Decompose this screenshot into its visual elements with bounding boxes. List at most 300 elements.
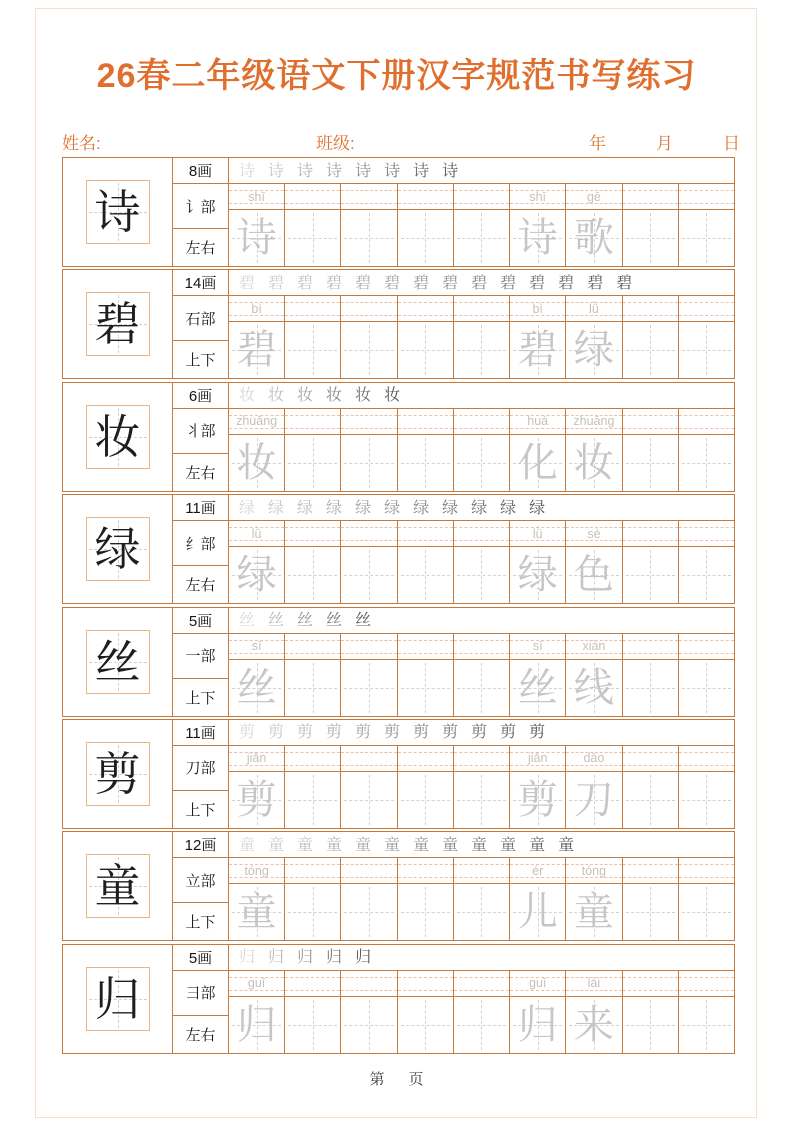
trace-character: 绿 xyxy=(236,552,277,599)
pinyin-guide-line xyxy=(285,527,340,528)
cell-dash-vertical xyxy=(481,1000,482,1050)
radical: 立部 xyxy=(173,858,228,903)
pinyin-text: xiàn xyxy=(582,639,606,654)
cell-dash-vertical xyxy=(481,213,482,263)
pinyin-cell xyxy=(623,971,679,996)
pinyin-guide-line xyxy=(398,315,453,316)
trace-character: 线 xyxy=(573,664,614,711)
pinyin-cell xyxy=(623,409,679,434)
pinyin-cell xyxy=(285,634,341,659)
pinyin-guide-line xyxy=(623,653,678,654)
stroke-order-step: 归 xyxy=(268,947,285,967)
pinyin-cell xyxy=(510,858,566,883)
pinyin-cell xyxy=(679,746,734,771)
stroke-order-step: 诗 xyxy=(297,160,314,180)
pinyin-guide-line xyxy=(454,990,509,991)
pinyin-cell xyxy=(510,971,566,996)
pinyin-text: shī xyxy=(529,189,547,204)
pinyin-text: shī xyxy=(248,189,265,204)
practice-cell xyxy=(623,997,679,1053)
trace-character: 歌 xyxy=(573,215,614,261)
pinyin-guide-line xyxy=(285,190,340,191)
stroke-order-step: 剪 xyxy=(442,722,459,742)
character-row xyxy=(62,607,735,717)
pinyin-guide-line xyxy=(398,203,453,204)
pinyin-guide-line xyxy=(285,302,340,303)
pinyin-cell xyxy=(566,409,622,434)
practice-area xyxy=(229,158,734,266)
pinyin-cell xyxy=(454,296,510,321)
stroke-order-step: 绿 xyxy=(326,497,343,517)
practice-cell xyxy=(510,772,566,828)
pinyin-cell xyxy=(566,296,622,321)
character-grid-box xyxy=(86,742,150,806)
pinyin-guide-line xyxy=(454,302,509,303)
stroke-order-step: 绿 xyxy=(355,497,372,517)
pinyin-guide-line xyxy=(454,428,509,429)
practice-cell xyxy=(341,322,397,378)
cell-dash-vertical xyxy=(425,775,426,825)
pinyin-cell xyxy=(229,746,285,771)
character-row xyxy=(62,831,735,941)
practice-cell xyxy=(623,772,679,828)
pinyin-cell xyxy=(566,746,622,771)
practice-cell xyxy=(229,772,285,828)
pinyin-row xyxy=(229,521,734,547)
practice-cell xyxy=(285,660,341,716)
stroke-order-step: 碧 xyxy=(587,272,604,292)
character-grid-box xyxy=(86,405,150,469)
pinyin-guide-line xyxy=(679,990,734,991)
pinyin-cell xyxy=(229,971,285,996)
pinyin-guide-line xyxy=(398,190,453,191)
structure: 左右 xyxy=(185,577,216,595)
character-row xyxy=(62,494,735,604)
practice-cell xyxy=(510,210,566,266)
stroke-order-step: 碧 xyxy=(239,272,256,292)
practice-area xyxy=(229,495,734,603)
pinyin-guide-line xyxy=(341,302,396,303)
pinyin-cell xyxy=(623,296,679,321)
pinyin-guide-line xyxy=(679,302,734,303)
pinyin-cell xyxy=(341,746,397,771)
practice-cells-row xyxy=(229,772,734,828)
pinyin-cell xyxy=(566,971,622,996)
structure: 上下 xyxy=(185,689,216,707)
pinyin-cell xyxy=(398,184,454,209)
cell-dash-vertical xyxy=(650,213,651,263)
trace-character: 童 xyxy=(236,889,277,936)
trace-character: 诗 xyxy=(236,215,277,261)
pinyin-cell xyxy=(229,634,285,659)
character-grid-box xyxy=(86,517,150,581)
pinyin-text: jiǎn xyxy=(527,751,548,766)
pinyin-guide-line xyxy=(454,640,509,641)
cell-dash-vertical xyxy=(425,887,426,937)
pinyin-cell xyxy=(285,296,341,321)
pinyin-guide-line xyxy=(341,864,396,865)
pinyin-guide-line xyxy=(454,765,509,766)
stroke-order-step: 绿 xyxy=(500,497,517,517)
practice-area xyxy=(229,270,734,378)
pinyin-cell xyxy=(679,296,734,321)
character-grid-box xyxy=(86,292,150,356)
cell-dash-vertical xyxy=(425,663,426,713)
cell-dash-vertical xyxy=(706,775,707,825)
cell-dash-vertical xyxy=(706,550,707,600)
cell-dash-vertical xyxy=(650,775,651,825)
stroke-order-step: 妆 xyxy=(239,385,256,405)
main-character-cell xyxy=(63,158,173,266)
cell-dash-vertical xyxy=(706,325,707,375)
pinyin-guide-line xyxy=(623,977,678,978)
pinyin-text: lǜ xyxy=(589,301,599,316)
stroke-count: 14画 xyxy=(173,270,228,296)
stroke-order-step: 诗 xyxy=(355,160,372,180)
practice-cell xyxy=(285,997,341,1053)
stroke-count: 12画 xyxy=(173,832,228,858)
practice-cell xyxy=(341,210,397,266)
stroke-order-step: 碧 xyxy=(471,272,488,292)
pinyin-guide-line xyxy=(285,203,340,204)
cell-dash-vertical xyxy=(706,438,707,488)
practice-cell xyxy=(566,772,622,828)
practice-cell xyxy=(510,997,566,1053)
practice-cell xyxy=(285,884,341,940)
trace-character: 来 xyxy=(573,1001,614,1048)
pinyin-cell xyxy=(341,409,397,434)
trace-character: 归 xyxy=(236,1001,277,1048)
pinyin-guide-line xyxy=(623,203,678,204)
stroke-order-step: 绿 xyxy=(239,497,256,517)
pinyin-guide-line xyxy=(398,540,453,541)
pinyin-guide-line xyxy=(454,864,509,865)
trace-character: 碧 xyxy=(517,327,558,374)
pinyin-guide-line xyxy=(398,864,453,865)
practice-cell xyxy=(623,660,679,716)
cell-dash-vertical xyxy=(425,213,426,263)
pinyin-guide-line xyxy=(285,877,340,878)
info-column xyxy=(173,383,229,491)
character-grid-box xyxy=(86,630,150,694)
stroke-order-step: 丝 xyxy=(326,610,343,630)
pinyin-guide-line xyxy=(341,527,396,528)
trace-character: 绿 xyxy=(517,552,558,599)
stroke-order-step: 碧 xyxy=(442,272,459,292)
pinyin-cell xyxy=(510,746,566,771)
stroke-order-step: 剪 xyxy=(529,722,546,742)
stroke-count: 8画 xyxy=(173,158,228,184)
pinyin-guide-line xyxy=(398,877,453,878)
trace-character: 色 xyxy=(573,552,614,599)
practice-cell xyxy=(398,547,454,603)
pinyin-guide-line xyxy=(341,315,396,316)
practice-cell xyxy=(566,660,622,716)
worksheet-title: 26春二年级语文下册汉字规范书写练习 xyxy=(96,57,697,95)
practice-cell xyxy=(285,772,341,828)
stroke-order-step: 丝 xyxy=(355,610,372,630)
pinyin-cell xyxy=(398,971,454,996)
character-row xyxy=(62,382,735,492)
trace-character: 妆 xyxy=(573,439,614,486)
pinyin-cell xyxy=(398,746,454,771)
practice-cells-row xyxy=(229,884,734,940)
pinyin-text: lái xyxy=(587,976,601,991)
stroke-order-step: 妆 xyxy=(355,385,372,405)
stroke-order-step: 诗 xyxy=(413,160,430,180)
practice-cell xyxy=(679,660,734,716)
cell-dash-vertical xyxy=(369,550,370,600)
stroke-order-step: 碧 xyxy=(558,272,575,292)
cell-dash-vertical xyxy=(369,663,370,713)
stroke-order-step: 剪 xyxy=(384,722,401,742)
cell-dash-vertical xyxy=(313,550,314,600)
practice-cell xyxy=(398,997,454,1053)
pinyin-text: lǜ xyxy=(251,526,262,541)
pinyin-cell xyxy=(623,746,679,771)
practice-cell xyxy=(679,884,734,940)
pinyin-text: jiǎn xyxy=(246,751,267,766)
radical: 丬部 xyxy=(173,409,228,454)
stroke-order-step: 诗 xyxy=(442,160,459,180)
cell-dash-vertical xyxy=(481,550,482,600)
cell-dash-vertical xyxy=(650,887,651,937)
stroke-order-step: 剪 xyxy=(413,722,430,742)
pinyin-guide-line xyxy=(285,540,340,541)
pinyin-text: guī xyxy=(529,976,547,991)
practice-cell xyxy=(679,210,734,266)
pinyin-cell xyxy=(398,858,454,883)
pinyin-guide-line xyxy=(398,765,453,766)
stroke-order-step: 绿 xyxy=(413,497,430,517)
pinyin-cell xyxy=(229,409,285,434)
pinyin-cell xyxy=(285,521,341,546)
cell-dash-vertical xyxy=(369,213,370,263)
pinyin-guide-line xyxy=(623,315,678,316)
stroke-order-step: 诗 xyxy=(384,160,401,180)
pinyin-guide-line xyxy=(679,877,734,878)
stroke-order-step: 归 xyxy=(239,947,256,967)
practice-cells-row xyxy=(229,435,734,491)
character-row xyxy=(62,944,735,1054)
pinyin-guide-line xyxy=(623,428,678,429)
pinyin-guide-line xyxy=(285,990,340,991)
practice-cell xyxy=(341,547,397,603)
pinyin-text: huà xyxy=(527,414,549,429)
pinyin-cell xyxy=(341,971,397,996)
pinyin-guide-line xyxy=(398,302,453,303)
stroke-count: 11画 xyxy=(173,495,228,521)
pinyin-cell xyxy=(454,971,510,996)
cell-dash-vertical xyxy=(313,325,314,375)
practice-cell xyxy=(454,997,510,1053)
practice-area xyxy=(229,720,734,828)
practice-cells-row xyxy=(229,660,734,716)
pinyin-guide-line xyxy=(623,640,678,641)
pinyin-cell xyxy=(623,521,679,546)
cell-dash-vertical xyxy=(650,1000,651,1050)
stroke-order-step: 妆 xyxy=(268,385,285,405)
pinyin-guide-line xyxy=(285,415,340,416)
pinyin-guide-line xyxy=(285,765,340,766)
pinyin-cell xyxy=(623,634,679,659)
name-label: 姓名: xyxy=(62,134,101,153)
pinyin-guide-line xyxy=(341,428,396,429)
pinyin-text: sī xyxy=(251,639,262,654)
pinyin-guide-line xyxy=(623,765,678,766)
pinyin-cell xyxy=(510,296,566,321)
main-character-cell xyxy=(63,383,173,491)
main-character: 归 xyxy=(94,971,141,1026)
pinyin-guide-line xyxy=(398,977,453,978)
pinyin-guide-line xyxy=(341,653,396,654)
pinyin-cell xyxy=(566,858,622,883)
pinyin-guide-line xyxy=(623,752,678,753)
pinyin-guide-line xyxy=(341,415,396,416)
cell-dash-vertical xyxy=(313,887,314,937)
info-column xyxy=(173,158,229,266)
pinyin-guide-line xyxy=(341,203,396,204)
stroke-order-strip xyxy=(229,270,734,296)
pinyin-cell xyxy=(398,634,454,659)
trace-character: 剪 xyxy=(517,776,558,823)
stroke-order-step: 妆 xyxy=(326,385,343,405)
main-character: 童 xyxy=(94,859,141,914)
trace-character: 刀 xyxy=(573,776,614,823)
pinyin-guide-line xyxy=(454,415,509,416)
character-grid-box xyxy=(86,854,150,918)
pinyin-text: bì xyxy=(532,301,543,316)
pinyin-cell xyxy=(454,184,510,209)
page-prefix-label: 第 xyxy=(369,1071,385,1088)
radical: 纟部 xyxy=(173,521,228,566)
info-column xyxy=(173,945,229,1053)
pinyin-row xyxy=(229,746,734,772)
pinyin-cell xyxy=(285,184,341,209)
pinyin-guide-line xyxy=(341,190,396,191)
cell-dash-vertical xyxy=(706,213,707,263)
pinyin-guide-line xyxy=(398,527,453,528)
stroke-order-step: 剪 xyxy=(297,722,314,742)
practice-cell xyxy=(341,997,397,1053)
main-character: 诗 xyxy=(94,185,141,239)
stroke-order-strip xyxy=(229,945,734,971)
practice-cell xyxy=(510,884,566,940)
character-row xyxy=(62,269,735,379)
pinyin-guide-line xyxy=(679,203,734,204)
main-character-cell xyxy=(63,608,173,716)
practice-cell xyxy=(229,210,285,266)
stroke-order-step: 碧 xyxy=(297,272,314,292)
pinyin-guide-line xyxy=(398,752,453,753)
stroke-order-step: 童 xyxy=(500,834,517,854)
main-character: 丝 xyxy=(94,634,141,689)
trace-character: 碧 xyxy=(236,327,277,374)
practice-cells-row xyxy=(229,547,734,603)
cell-dash-vertical xyxy=(481,775,482,825)
practice-cell xyxy=(510,547,566,603)
pinyin-guide-line xyxy=(623,415,678,416)
pinyin-guide-line xyxy=(341,752,396,753)
pinyin-guide-line xyxy=(679,415,734,416)
pinyin-cell xyxy=(566,184,622,209)
pinyin-text: lǜ xyxy=(532,526,543,541)
cell-dash-vertical xyxy=(706,663,707,713)
cell-dash-vertical xyxy=(425,550,426,600)
practice-cell xyxy=(679,772,734,828)
pinyin-guide-line xyxy=(623,190,678,191)
practice-cell xyxy=(454,210,510,266)
date-label: 日 xyxy=(723,134,740,153)
pinyin-guide-line xyxy=(285,315,340,316)
header-row xyxy=(62,129,742,155)
cell-dash-vertical xyxy=(650,438,651,488)
practice-cell xyxy=(623,435,679,491)
practice-cell xyxy=(285,322,341,378)
main-character-cell xyxy=(63,832,173,940)
stroke-order-step: 绿 xyxy=(471,497,488,517)
trace-character: 妆 xyxy=(236,439,277,486)
pinyin-cell xyxy=(285,971,341,996)
stroke-order-step: 归 xyxy=(355,947,372,967)
pinyin-cell xyxy=(510,184,566,209)
pinyin-guide-line xyxy=(623,864,678,865)
pinyin-cell xyxy=(454,409,510,434)
stroke-order-step: 剪 xyxy=(500,722,517,742)
pinyin-guide-line xyxy=(285,428,340,429)
practice-cell xyxy=(398,210,454,266)
trace-character: 剪 xyxy=(236,776,277,823)
practice-cell xyxy=(398,435,454,491)
pinyin-guide-line xyxy=(454,653,509,654)
cell-dash-vertical xyxy=(369,438,370,488)
practice-cell xyxy=(566,547,622,603)
pinyin-guide-line xyxy=(623,990,678,991)
stroke-order-step: 剪 xyxy=(268,722,285,742)
stroke-order-step: 碧 xyxy=(384,272,401,292)
stroke-order-step: 童 xyxy=(471,834,488,854)
cell-dash-vertical xyxy=(313,775,314,825)
pinyin-guide-line xyxy=(398,415,453,416)
trace-character: 归 xyxy=(517,1001,558,1048)
practice-cell xyxy=(454,322,510,378)
stroke-order-step: 童 xyxy=(355,834,372,854)
practice-cell xyxy=(398,660,454,716)
trace-character: 儿 xyxy=(517,889,558,936)
stroke-order-step: 碧 xyxy=(529,272,546,292)
radical: 彐部 xyxy=(173,971,228,1016)
cell-dash-vertical xyxy=(481,663,482,713)
pinyin-text: bì xyxy=(251,301,262,316)
stroke-count: 11画 xyxy=(173,720,228,746)
practice-cell xyxy=(454,884,510,940)
practice-cell xyxy=(454,547,510,603)
practice-cell xyxy=(623,322,679,378)
radical: 讠部 xyxy=(173,184,228,229)
pinyin-guide-line xyxy=(341,640,396,641)
practice-cell xyxy=(623,547,679,603)
cell-dash-vertical xyxy=(650,550,651,600)
rows-container xyxy=(62,157,735,1056)
pinyin-guide-line xyxy=(679,864,734,865)
structure: 左右 xyxy=(185,1026,216,1044)
pinyin-cell xyxy=(285,746,341,771)
pinyin-cell xyxy=(341,521,397,546)
date-label: 年 xyxy=(589,134,606,153)
stroke-order-step: 童 xyxy=(297,834,314,854)
pinyin-text: zhuāng xyxy=(236,414,278,429)
pinyin-guide-line xyxy=(341,877,396,878)
